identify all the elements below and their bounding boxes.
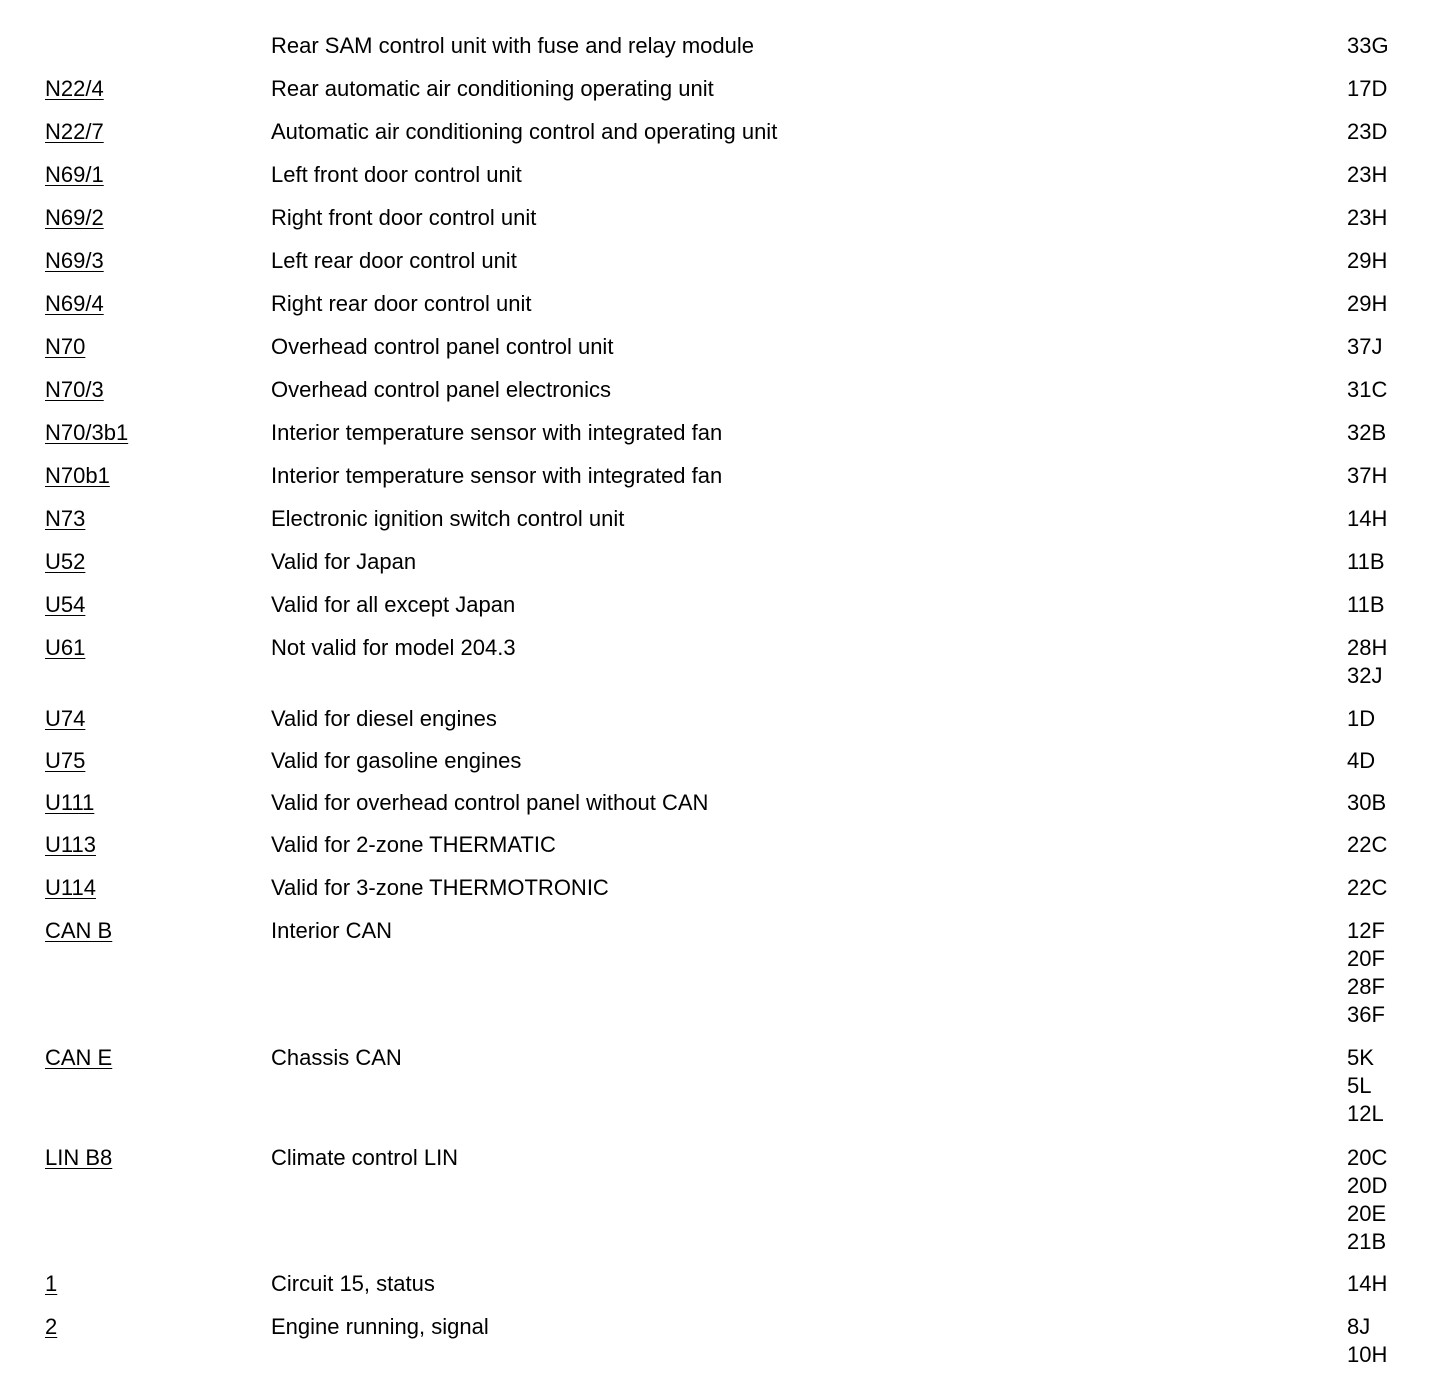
- legend-row: [0, 831, 1456, 859]
- legend-row: [0, 505, 1456, 533]
- component-description: Left rear door control unit: [271, 248, 517, 273]
- component-description: Overhead control panel control unit: [271, 334, 614, 359]
- component-description: Valid for Japan: [271, 549, 417, 574]
- component-code[interactable]: U54: [45, 592, 86, 617]
- grid-reference: 20C: [1347, 1145, 1388, 1170]
- component-code[interactable]: U111: [45, 790, 95, 815]
- grid-references: [1347, 462, 1456, 490]
- legend-row: [0, 247, 1456, 275]
- grid-reference: 23H: [1347, 162, 1388, 187]
- legend-row: [0, 161, 1456, 189]
- legend-row: [0, 1044, 1456, 1128]
- legend-row: [0, 548, 1456, 576]
- grid-references: [1347, 419, 1456, 447]
- grid-reference: 11B: [1347, 549, 1385, 574]
- component-code[interactable]: 1: [45, 1271, 58, 1296]
- component-description: Valid for all except Japan: [271, 592, 516, 617]
- component-code[interactable]: U113: [45, 832, 96, 857]
- component-code[interactable]: N70b1: [45, 463, 110, 488]
- grid-reference: 23D: [1347, 119, 1388, 144]
- component-description: Automatic air conditioning control and operating unit: [271, 119, 778, 144]
- grid-reference: 30B: [1347, 790, 1387, 815]
- grid-reference: 14H: [1347, 506, 1388, 531]
- component-description: Valid for 2-zone THERMATIC: [271, 832, 556, 857]
- component-code[interactable]: LIN B8: [45, 1145, 113, 1170]
- grid-references: [1347, 634, 1456, 690]
- component-description: Right rear door control unit: [271, 291, 532, 316]
- legend-row: [0, 32, 1456, 60]
- grid-references: [1347, 376, 1456, 404]
- grid-reference: 37J: [1347, 334, 1383, 359]
- grid-references: [1347, 118, 1456, 146]
- grid-reference: 31C: [1347, 377, 1388, 402]
- grid-references: [1347, 505, 1456, 533]
- grid-reference: 5L: [1347, 1073, 1372, 1098]
- grid-reference: 32J: [1347, 663, 1383, 688]
- legend-table: [0, 32, 1456, 1369]
- component-code[interactable]: U74: [45, 706, 86, 731]
- grid-references: [1347, 333, 1456, 361]
- component-description: Right front door control unit: [271, 205, 537, 230]
- legend-row: [0, 333, 1456, 361]
- grid-reference: 32B: [1347, 420, 1387, 445]
- component-description: Valid for gasoline engines: [271, 748, 522, 773]
- grid-reference: 20F: [1347, 946, 1385, 971]
- component-code[interactable]: U75: [45, 748, 86, 773]
- component-code[interactable]: N73: [45, 506, 86, 531]
- grid-references: [1347, 591, 1456, 619]
- legend-row: [0, 376, 1456, 404]
- component-code[interactable]: CAN B: [45, 918, 113, 943]
- grid-reference: 20D: [1347, 1173, 1388, 1198]
- grid-reference: 11B: [1347, 592, 1385, 617]
- legend-row: [0, 204, 1456, 232]
- grid-reference: 21B: [1347, 1229, 1387, 1254]
- legend-row: [0, 705, 1456, 733]
- component-code[interactable]: N69/2: [45, 205, 104, 230]
- legend-row: [0, 1313, 1456, 1369]
- component-description: Not valid for model 204.3: [271, 635, 516, 660]
- grid-reference: 12F: [1347, 918, 1385, 943]
- grid-reference: 36F: [1347, 1002, 1385, 1027]
- grid-references: [1347, 161, 1456, 189]
- grid-reference: 29H: [1347, 248, 1388, 273]
- grid-reference: 4D: [1347, 748, 1376, 773]
- component-code[interactable]: U52: [45, 549, 86, 574]
- component-description: Interior CAN: [271, 918, 393, 943]
- legend-row: [0, 118, 1456, 146]
- component-description: Interior temperature sensor with integrated fan: [271, 463, 723, 488]
- legend-row: [0, 874, 1456, 902]
- component-description: Circuit 15, status: [271, 1271, 435, 1296]
- component-description: Engine running, signal: [271, 1314, 489, 1339]
- component-code[interactable]: N69/4: [45, 291, 104, 316]
- legend-row: [0, 917, 1456, 1029]
- grid-reference: 1D: [1347, 706, 1376, 731]
- component-code[interactable]: U114: [45, 875, 96, 900]
- grid-reference: 29H: [1347, 291, 1388, 316]
- grid-references: [1347, 917, 1456, 1029]
- grid-reference: 37H: [1347, 463, 1388, 488]
- legend-row: [0, 1270, 1456, 1298]
- grid-references: [1347, 831, 1456, 859]
- grid-references: [1347, 247, 1456, 275]
- grid-references: [1347, 874, 1456, 902]
- grid-references: [1347, 747, 1456, 775]
- grid-references: [1347, 204, 1456, 232]
- legend-row: [0, 462, 1456, 490]
- legend-row: [0, 290, 1456, 318]
- component-description: Interior temperature sensor with integrated fan: [271, 420, 723, 445]
- legend-row: [0, 789, 1456, 817]
- grid-reference: 10H: [1347, 1342, 1388, 1367]
- component-code[interactable]: N69/1: [45, 162, 104, 187]
- component-description: Valid for overhead control panel without CAN: [271, 790, 709, 815]
- legend-row: [0, 75, 1456, 103]
- component-description: Chassis CAN: [271, 1045, 402, 1070]
- component-code[interactable]: 2: [45, 1314, 58, 1339]
- grid-reference: 12L: [1347, 1101, 1384, 1126]
- legend-row: [0, 747, 1456, 775]
- component-code[interactable]: U61: [45, 635, 86, 660]
- component-description: Rear automatic air conditioning operating unit: [271, 76, 714, 101]
- grid-reference: 23H: [1347, 205, 1388, 230]
- grid-references: [1347, 789, 1456, 817]
- grid-reference: 28H: [1347, 635, 1388, 660]
- grid-reference: 20E: [1347, 1201, 1387, 1226]
- component-description: Overhead control panel electronics: [271, 377, 611, 402]
- component-code[interactable]: N70/3: [45, 377, 104, 402]
- grid-reference: 17D: [1347, 76, 1388, 101]
- legend-row: [0, 1144, 1456, 1256]
- grid-references: [1347, 75, 1456, 103]
- grid-references: [1347, 548, 1456, 576]
- component-description: Electronic ignition switch control unit: [271, 506, 625, 531]
- grid-references: [1347, 1144, 1456, 1256]
- grid-reference: 22C: [1347, 832, 1388, 857]
- component-description: Valid for diesel engines: [271, 706, 497, 731]
- legend-row: [0, 419, 1456, 447]
- grid-references: [1347, 1313, 1456, 1369]
- grid-reference: 28F: [1347, 974, 1385, 999]
- component-description: Valid for 3-zone THERMOTRONIC: [271, 875, 609, 900]
- grid-reference: 33G: [1347, 33, 1389, 58]
- component-description: Rear SAM control unit with fuse and relay module: [271, 33, 755, 58]
- component-description: Climate control LIN: [271, 1145, 459, 1170]
- component-code[interactable]: N22/4: [45, 76, 104, 101]
- grid-reference: 5K: [1347, 1045, 1374, 1070]
- grid-reference: 14H: [1347, 1271, 1388, 1296]
- component-code[interactable]: N22/7: [45, 119, 104, 144]
- component-code[interactable]: N70/3b1: [45, 420, 129, 445]
- grid-reference: 8J: [1347, 1314, 1371, 1339]
- grid-references: [1347, 1270, 1456, 1298]
- grid-references: [1347, 290, 1456, 318]
- grid-references: [1347, 32, 1456, 60]
- grid-references: [1347, 705, 1456, 733]
- legend-row: [0, 591, 1456, 619]
- component-description: Left front door control unit: [271, 162, 522, 187]
- grid-reference: 22C: [1347, 875, 1388, 900]
- component-code[interactable]: N70: [45, 334, 86, 359]
- legend-row: [0, 634, 1456, 690]
- grid-references: [1347, 1044, 1456, 1128]
- component-code[interactable]: CAN E: [45, 1045, 113, 1070]
- component-code[interactable]: N69/3: [45, 248, 104, 273]
